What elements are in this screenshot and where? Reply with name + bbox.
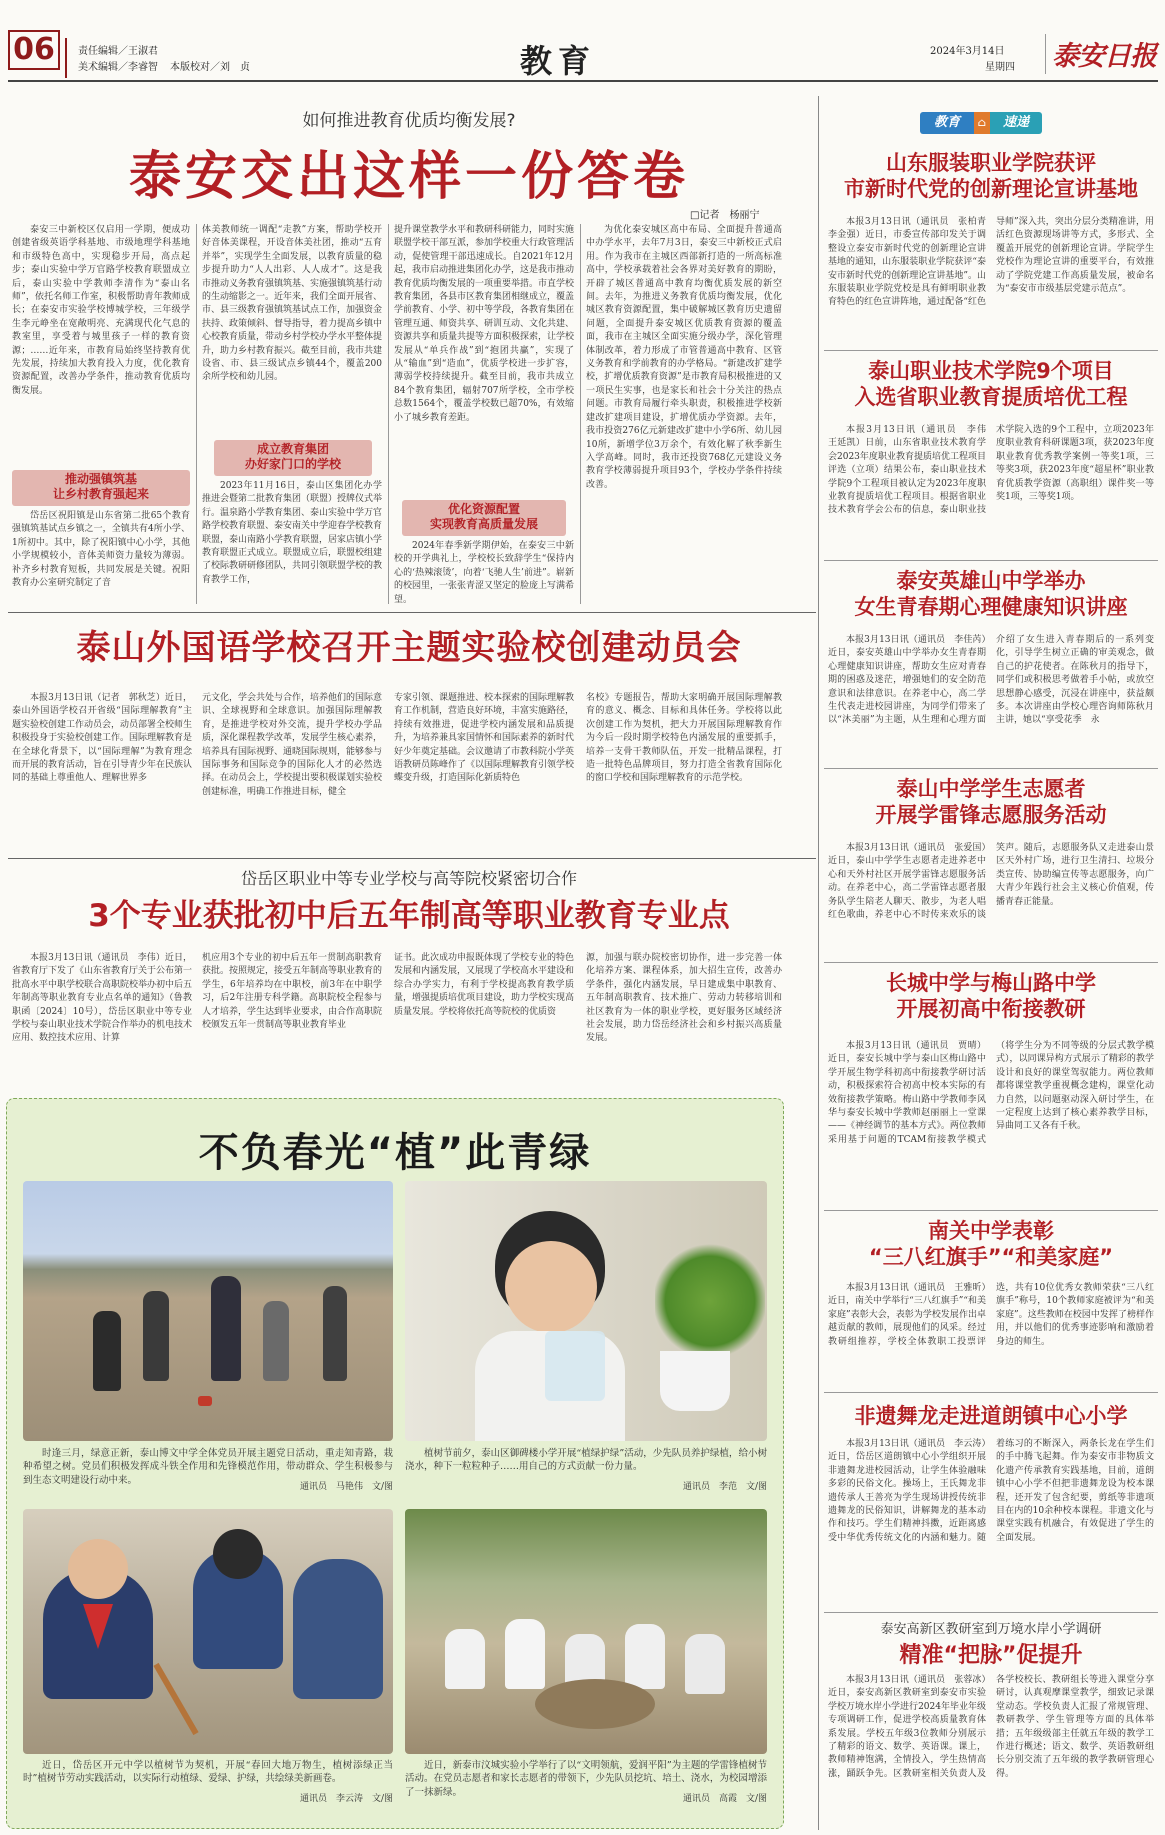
foreign-col3: 专家引领、课题推进、校本探索的国际理解教育工作机制，营造良好环境，丰富实施路径，持续有效推进，促进学校内涵发展和品质提升，为培养兼具家国情怀和国际素养的新时代好少年奠定基础。会议邀请了市教科院小学英语教研员陈峰作了《以国际理解教育引领学校蝶变升级，打造国际化新质特色 (394, 693, 575, 784)
photo-caption-1: 时逢三月，绿意正新，泰山博文中学全体党员开展主题党日活动，重走知青路，栽种希望之树。党员们积极发挥成斗铁全作用和先锋模范作用，带动群众、学生积极参与到生态文明建设行动中来。 (23, 1448, 393, 1486)
main-byline: □记者 杨丽宁 (690, 210, 760, 221)
main-col1b: 岱岳区祝阳镇是山东省第二批65个教育强镇筑基试点乡镇之一，全镇共有4所小学、1所初中。其中，除了祝阳镇中心小学，其他小学规模较小，音体美师资力量较为薄弱。补齐乡村教育短板，共同发展是关键。祝阳教育办公室研究制定了音 (12, 511, 190, 589)
news-title-4: 泰山中学学生志愿者 开展学雷锋志愿服务活动 (875, 777, 1107, 827)
photo-byline-1: 通讯员 马艳伟 文/图 (299, 1482, 393, 1492)
paper-logo: 泰安日报 (1052, 41, 1156, 72)
main-col2b: 2023年11月16日，泰山区集团化办学推进会暨第二批教育集团（联盟）授牌仪式举行。温泉路小学教育集团、泰山实验中学万官路学校教育联盟、泰安南关中学迎春学校教育联盟，泰山南路小学教育联盟，居家店镇小学教育联盟正式成立。联盟成立后，联盟校组建了校际教研研修团队，共同引领联盟学校的教育教学工作， (202, 481, 383, 585)
voc-col2: 机应用3个专业的初中后五年一贯制高职教育获批。按照规定，接受五年制高等职业教育的学生，6年培养均在中职校，前3年在中职学习，后2年注册专科学籍。高职院校全程参与人才培养，学生达到毕业要求，由合作高职院校颁发五年一贯制高等职业教育毕业 (202, 953, 383, 1031)
photo-byline-3: 通讯员 李云涛 文/图 (299, 1794, 393, 1804)
news-body-7: 本报3月13日讯（通讯员 李云涛）近日，岱岳区道朗镇中心小学组织开展非遗舞龙进校园活动，让学生体验融味多彩的民俗文化。操场上，王氏舞龙非遗传承人王善亮为学生现场讲授传统非遗舞龙的民俗知识，讲解舞龙的基本动作和技巧。学生们精神抖擞，近距离感受中华优秀传统文化的内涵和魅力。随着练习的不断深入，两条长龙在学生们的手中腾飞起舞。作为泰安市非物质文化遗产传承教育实践基地，目前，道朗镇中心小学不但把非遗舞龙设为校本课程，还开发了包含纪要，剪纸等非遗项目在内的10余种校本课程。非遗文化与课堂实践有机融合，有效促进了学生的全面发展。 (828, 1439, 1154, 1543)
voc-kicker: 岱岳区职业中等专业学校与高等院校紧密切合作 (240, 869, 577, 888)
news-title-7: 非遗舞龙走进道朗镇中心小学 (854, 1404, 1128, 1428)
voc-col3: 证书。此次成功申报既体现了学校专业的特色发展和内涵发展，又展现了学校高水平建设和综合办学实力，有利于学校提高教育教学质量，增强提质培优项目建设，助力学校实现高质量发展。学校将依托高等院校的优质资 (394, 953, 575, 1017)
main-col3a: 提升课堂教学水平和教研科研能力，同时实施联盟学校干部互派，参加学校重大行政管理活动，促使管理干部迅速成长。自2021年12月起，我市启动推进集团化办学，这是我市推动教育优质均衡发展的一项重要举措。市直学校教育集团，各县市区教育集团相继成立，覆盖学前教育、小学、初中等学段，各教育集团在管理互通、师资共享、研训互动、文化共建、资源共享和质量共提等方面积极探索，让学校发展从“单兵作战”到“抱团共赢”，实现了从“输血”到“造血”，优质学校进一步扩容，薄弱学校持续提升。截至目前，我市共成立84个教育集团，辐射707所学校，全市学校总数1564个，覆盖学校数已超70%，有效缩小了城乡教育差距。 (394, 225, 575, 423)
tree-planting-photo-1 (23, 1181, 393, 1441)
news-title-8: 精准“把脉”促提升 (899, 1643, 1083, 1668)
news-title-2: 泰山职业技术学院9个项目 入选省职业教育提质培优工程 (854, 359, 1128, 409)
photo-section-title: 不负春光“植”此青绿 (198, 1130, 592, 1176)
news-title-1: 山东服装职业学院获评 市新时代党的创新理论宣讲基地 (844, 151, 1138, 201)
news-body-2: 本报3月13日讯（通讯员 李伟 王延凯）日前，山东省职业技术教育学会2023年度职业教育提质培优工程项目评选（立项）结果公布，泰山职业技术学院9个工程项目被认定为2023年度职业教育提质培优工程项目。根据省职业技术教育学会公布的信息，泰山职业技术学院入选的9个工程中，立项2023年度职业教育科研课题3项，获2023年度职业教育优秀教学案例一等奖1项，三等奖3项，获2023年度“超星杯”职业教育优质教学资源（高职组）课件奖一等奖1项，三等奖1项。 (828, 425, 1154, 516)
voc-headline: 3个专业获批初中后五年制高等职业教育专业点 (88, 898, 730, 934)
news-body-1: 本报3月13日讯（通讯员 张柏青 李金强）近日，市委宣传部印发关于调整设立泰安市新时代党的创新理论宣讲基地的通知，山东服装职业学院获评“泰安市新时代党的创新理论宣讲基地”。山东服装职业学院党校是具有鲜明职业教育特色的红色宣讲阵地，通过配备“红色导师”深入共，突出分层分类精准讲，用活红色资源现场讲等方式，多形式、全覆盖开展党的创新理论宣讲。学院学生党校作为理论宣讲的重要平台，有效推动了学院党建工作高质量发展，被命名为“泰安市市级基层党建示范点”。 (828, 217, 1154, 308)
foreign-col1: 本报3月13日讯（记者 郭秋芝）近日，泰山外国语学校召开省级“国际理解教育”主题实验校创建工作动员会，动员部署全校师生积极投身于实验校创建工作。国际理解教育是在全球化背景下，以“国际理解”为教育理念而开展的教育活动，旨在引导青少年在民族认同的基础上尊重他人、理解世界多 (12, 693, 193, 784)
foreign-headline: 泰山外国语学校召开主题实验校创建动员会 (76, 628, 742, 668)
foreign-col4: 名校》专题报告，帮助大家明确开展国际理解教育的意义、概念、目标和具体任务。学校将以此次创建工作为契机，把大力开展国际理解教育作为今后一段时期学校特色内涵发展的重要抓手，培养一支骨干教师队伍，开发一批精品课程，打造一批特色品牌项目，努力打造全省教育国际化的窗口学校和国际理解教育的示范学校。 (586, 693, 782, 784)
news-title-6: 南关中学表彰 “三八红旗手”“和美家庭” (868, 1219, 1114, 1269)
main-col4: 为优化泰安城区高中布局、全面提升普通高中办学水平，去年7月3日，泰安三中新校正式启用。作为我市在主城区西部新打造的一所高标准高中，学校承载着社会各界对美好教育的期盼，开辟了城区普通高中教育均衡优质发展的新空间。去年，为推进义务教育优质均衡发展，优化城区教育资源配置，集中破解城区教育历史遗留问题，全面提升泰安城区优质教育资源的覆盖面，我市在主城区全面实施分级办学，深化管理体制改革，着力形成了市管普通高中教育、区管义务教育和学前教育的办学格局。“新建改扩建学校，扩增优质教育资源”是市教育局积极推进的又一项民生实事，也是家长和社会十分关注的热点问题。市教育局履行牵头职责，积极推进学校新建改扩建项目建设，扩增优质办学资源。去年，我市投资276亿元新建改扩建中小学6所、幼儿园10所，新增学位3万余个，有效化解了秋季新生入学高峰。同时，我市还投资768亿元建设义务教育学校薄弱提升项目93个，学校办学条件持续改善。 (586, 225, 782, 490)
photo-section (6, 1098, 784, 1829)
main-headline: 泰安交出这样一份答卷 (128, 147, 689, 207)
voc-col1: 本报3月13日讯（通讯员 李伟）近日，省教育厅下发了《山东省教育厅关于公布第一批高水平中职学校联合高职院校举办初中后五年制高等职业教育专业点名单的通知》（鲁教职函〔2024〕10号），岱岳区职业中等专业学校与泰山职业技术学院合作举办的机电技术应用、数控技术应用、计算 (12, 953, 193, 1044)
news-kicker-8: 泰安高新区教研室到万境水岸小学调研 (880, 1622, 1102, 1637)
photo-byline-2: 通讯员 李范 文/图 (682, 1482, 767, 1492)
subhead-resources: 优化资源配置 实现教育高质量发展 (402, 500, 566, 536)
section-title: 教育 (520, 42, 597, 80)
editor-credit: 责任编辑／王淑君 (78, 46, 158, 57)
news-body-6: 本报3月13日讯（通讯员 王雅昕）近日，南关中学举行“三八红旗手”“和美家庭”表彰大会，表彰为学校发展作出卓越贡献的教师，展现他们的风采。经过教研组推荐，学校全体教职工投票评选，共有10位优秀女教师荣获“三八红旗手”称号，10个教师家庭被评为“和美家庭”。这些教师在校园中发挥了榜样作用，并以他们的优秀事迹影响和激励着身边的师生。 (828, 1283, 1154, 1347)
brief-label: 教育 (920, 112, 974, 134)
main-kicker: 如何推进教育优质均衡发展? (302, 111, 516, 131)
photo-caption-3: 近日，岱岳区开元中学以植树节为契机，开展“春回大地万物生，植树添绿正当时”植树节劳动实践活动，以实际行动植绿、爱绿、护绿，共绘绿美新画卷。 (23, 1760, 393, 1785)
masthead (0, 0, 1165, 86)
issue-date: 2024年3月14日 (930, 46, 1005, 57)
news-body-3: 本报3月13日讯（通讯员 李佳芮）近日，泰安英雄山中学举办女生青春期心理健康知识讲座，帮助女生应对青春期的困惑及迷茫，增强她们的安全防范意识和法律意识。在养老中心，高二学生代表走进校园讲座，为同学们带来了以“沐美丽”为主题，从生理和心理方面介绍了女生进入青春期后的一系列变化，引导学生树立正确的审美观念，做自己的护花使者。在陈秋月的指导下，同学们或积极思考做着手小帖，或放空思想静心感受，沉浸在讲座中，获益颇多。本次讲座由学校心理咨询师陈秋月主讲，她以“享受花季 永 (828, 635, 1154, 726)
photo-byline-4: 通讯员 高霞 文/图 (682, 1794, 767, 1804)
news-body-5: 本报3月13日讯（通讯员 贾晴）近日，泰安长城中学与泰山区梅山路中学开展生物学科初高中衔接教学研讨活动，积极探索符合初高中校本实际的有效衔接教学策略。梅山路中学教师李风华与泰安长城中学教师赵丽丽上一堂课——《神经调节的基本方式》。两位教师采用基于问题的TCAM衔接教学模式（将学生分为不同等级的分层式教学模式），以同课异构方式展示了精彩的教学设计和良好的课堂驾驭能力。两位教师都将课堂教学重视概念建构，课堂化动力自然，以问题驱动深入研讨学生，在一定程度上达到了核心素养教学目标，异曲同工又各有千秋。 (828, 1041, 1154, 1145)
news-body-8: 本报3月13日讯（通讯员 张蓉冰）近日，泰安高新区教研室到泰安市实验学校万境水岸小学进行2024年毕业年级专项调研工作，促进学校高质量教育体系发展。学校五年级3位教师分别展示了精彩的语文、数学、英语课。课上，教师精神饱满，全情投入，学生热情高涨，踊跃争先。区教研室相关负责人及各学校校长、教研组长等进入课堂分享研讨，认真观摩课堂教学，细致记录课堂动态。学校负责人汇报了常规管理、教研教学、学生管理等方面的具体举措；五年级级部主任就五年级的教学工作进行概述；语文、数学、英语教研组长分别交流了五年级的教学教研管理心得。 (828, 1675, 1154, 1779)
main-col2a: 体美教师统一调配“走教”方案，帮助学校开好音体美课程，开设音体美社团，推动“五育并举”，实现学生全面发展，以教育质量的稳步提升助力“人人出彩、人人成才”。这是我市推动义务教育强镇筑基、实施强镇筑基行动的生动缩影之一。近年来，我们全面开展省、市、县三级教育强镇筑基试点工作，加强资金扶持、政策倾斜、督导指导，着力提高乡镇中心校教育质量，带动乡村学校办学水平整体提升，助力乡村教育振兴。截至目前，我市共建设省、市、县三级试点乡镇44个，覆盖200余所学校和幼儿园。 (202, 225, 383, 383)
main-col1a: 泰安三中新校区仅启用一学期，便成功创建省级英语学科基地、市级地理学科基地和市级特色高中，实现稳步开局，高点起步；泰山实验中学万官路学校教育联盟成立后，泰山实验中学教师李清作为“泰山名师”，依托名师工作室，积极帮助青年教师成长；在泰安市实验学校博城学校，三年级学生李元峥坐在宽敞明亮、充满现代化气息的教室里，享受着与城里孩子一样的教育资源；……近年来，市教育局始终坚持教育优先发展，持续加大教育投入力度，优化教育资源配置，改善办学条件，推动教育优质均衡发展。 (12, 225, 190, 396)
issue-weekday: 星期四 (985, 62, 1015, 73)
subhead-edu-groups: 成立教育集团 办好家门口的学校 (214, 440, 372, 476)
page-number: 06 (8, 30, 60, 70)
art-editor-credit: 美术编辑／李睿智 (78, 62, 158, 73)
photo-caption-2: 植树节前夕，泰山区御碑楼小学开展“植绿护绿”活动，少先队员养护绿植，给小树浇水，种下一粒粒种子……用自己的方式贡献一份力量。 (405, 1448, 767, 1473)
main-col3b: 2024年春季新学期伊始，在泰安三中新校的开学典礼上，学校校长致辞学生“保持内心的‘热辣滚烫’，向着‘飞驰人生’前进”。崭新的校园里，一张张青涩又坚定的脸庞上写满希望。 (394, 541, 575, 605)
news-title-3: 泰安英雄山中学举办 女生青春期心理健康知识讲座 (854, 569, 1128, 619)
news-title-5: 长城中学与梅山路中学 开展初高中衔接教研 (886, 971, 1096, 1021)
brief-banner (920, 112, 1042, 134)
school-icon: ⌂ (974, 112, 990, 134)
proof-credit: 本版校对／刘 贞 (170, 62, 250, 73)
brief-label-2: 速递 (990, 112, 1042, 134)
tree-planting-photo-2 (405, 1181, 767, 1441)
voc-col4: 源，加强与联办院校密切协作，进一步完善一体化培养方案、课程体系，加大招生宣传，改善办学条件，强化内涵发展，早日建成集中职教育、五年制高职教育、技术推广、劳动力转移培训和社区教育为一体的职业学校，更好服务区域经济社会发展，助力岱岳经济社会和乡村振兴高质量发展。 (586, 953, 782, 1044)
news-body-4: 本报3月13日讯（通讯员 张爱国）近日，泰山中学学生志愿者走进养老中心和天外村社区开展学雷锋志愿服务活动。在养老中心，高二学雷锋志愿者服务队学生陪老人聊天、散步，为老人唱红色歌曲，养老中心不时传来欢乐的谈笑声。随后，志愿服务队又走进泰山景区天外村广场，进行卫生清扫、垃圾分类宣传、协助编宣传等志愿服务，向广大青少年践行社会主义核心价值观，传播青春正能量。 (828, 843, 1154, 921)
foreign-col2: 元文化，学会共处与合作，培养他们的国际意识、全球视野和全球意识。加强国际理解教育，是推进学校对外交流，提升学校办学品质，深化课程教学改革，发展学生核心素养，培养具有国际视野、通晓国际规则，能够参与国际事务和国际竞争的国际化人才的必然选择。在动员会上，学校提出要积极谋划实验校创建标准，明确工作推进目标，健全 (202, 693, 383, 797)
subhead-strong-towns: 推动强镇筑基 让乡村教育强起来 (12, 470, 190, 506)
photo-caption-4: 近日，新泰市汶城实验小学举行了以“文明领航，爱润平阳”为主题的学雷锋植树节活动。在党员志愿者和家长志愿者的带领下，少先队员挖坑、培土、浇水，为校园增添了一抹新绿。 (405, 1760, 767, 1798)
tree-planting-photo-4 (405, 1509, 767, 1754)
tree-planting-photo-3 (23, 1509, 393, 1754)
